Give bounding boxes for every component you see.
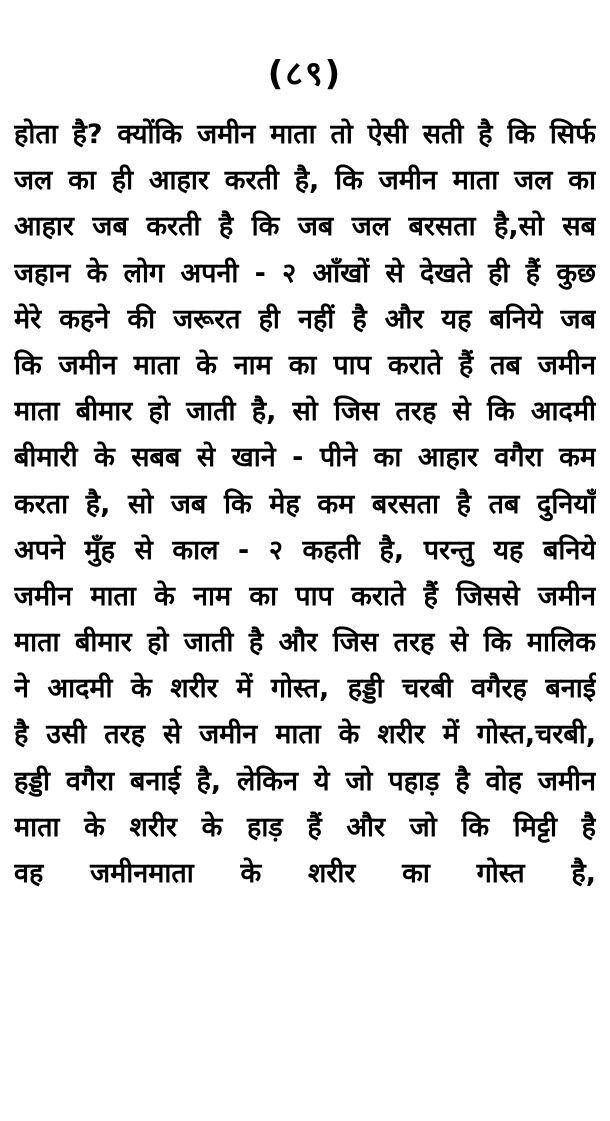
text-line: कि जमीन माता के नाम का पाप कराते हैं तब जमीन [14,349,596,381]
text-line: होता है? क्योंकि जमीन माता तो ऐसी सती है कि सिर्फ [14,119,596,150]
text-line: जहान के लोग अपनी - २ आँखों से देखते ही हैं कुछ [14,257,596,289]
body-text [14,112,596,897]
text-line: जल का ही आहार करती है, कि जमीन माता जल का [14,165,596,197]
text-line: वह जमीनमाता के शरीर का गोस्त है, [14,858,596,889]
text-line: माता बीमार हो जाती है और जिस तरह से कि मालिक [14,627,596,659]
text-line: माता बीमार हो जाती है, सो जिस तरह से कि आदमी [14,396,596,428]
text-line: ने आदमी के शरीर में गोस्त, हड्डी चरबी वगैरह बनाई [14,673,596,705]
text-line: जमीन माता के नाम का पाप कराते हैं जिससे जमीन [14,580,596,612]
text-line: माता के शरीर के हाड़ हैं और जो कि मिट्टी है [14,811,596,843]
text-line: अपने मुँह से काल - २ कहती है, परन्तु यह बनिये [14,534,596,566]
page-number: (८९) [267,54,343,94]
text-line: हड्डी वगैरा बनाई है, लेकिन ये जो पहाड़ है वोह जमीन [14,765,596,797]
text-line: करता है, सो जब कि मेह कम बरसता है तब दुनियाँ [14,488,596,520]
text-line: मेरे कहने की जरूरत ही नहीं है और यह बनिये जब [14,303,596,335]
text-line: आहार जब करती है कि जब जल बरसता है,सो सब [14,211,596,243]
text-line: है उसी तरह से जमीन माता के शरीर में गोस्त,चरबी, [14,719,596,751]
text-line: बीमारी के सबब से खाने - पीने का आहार वगैरा कम [14,442,596,474]
